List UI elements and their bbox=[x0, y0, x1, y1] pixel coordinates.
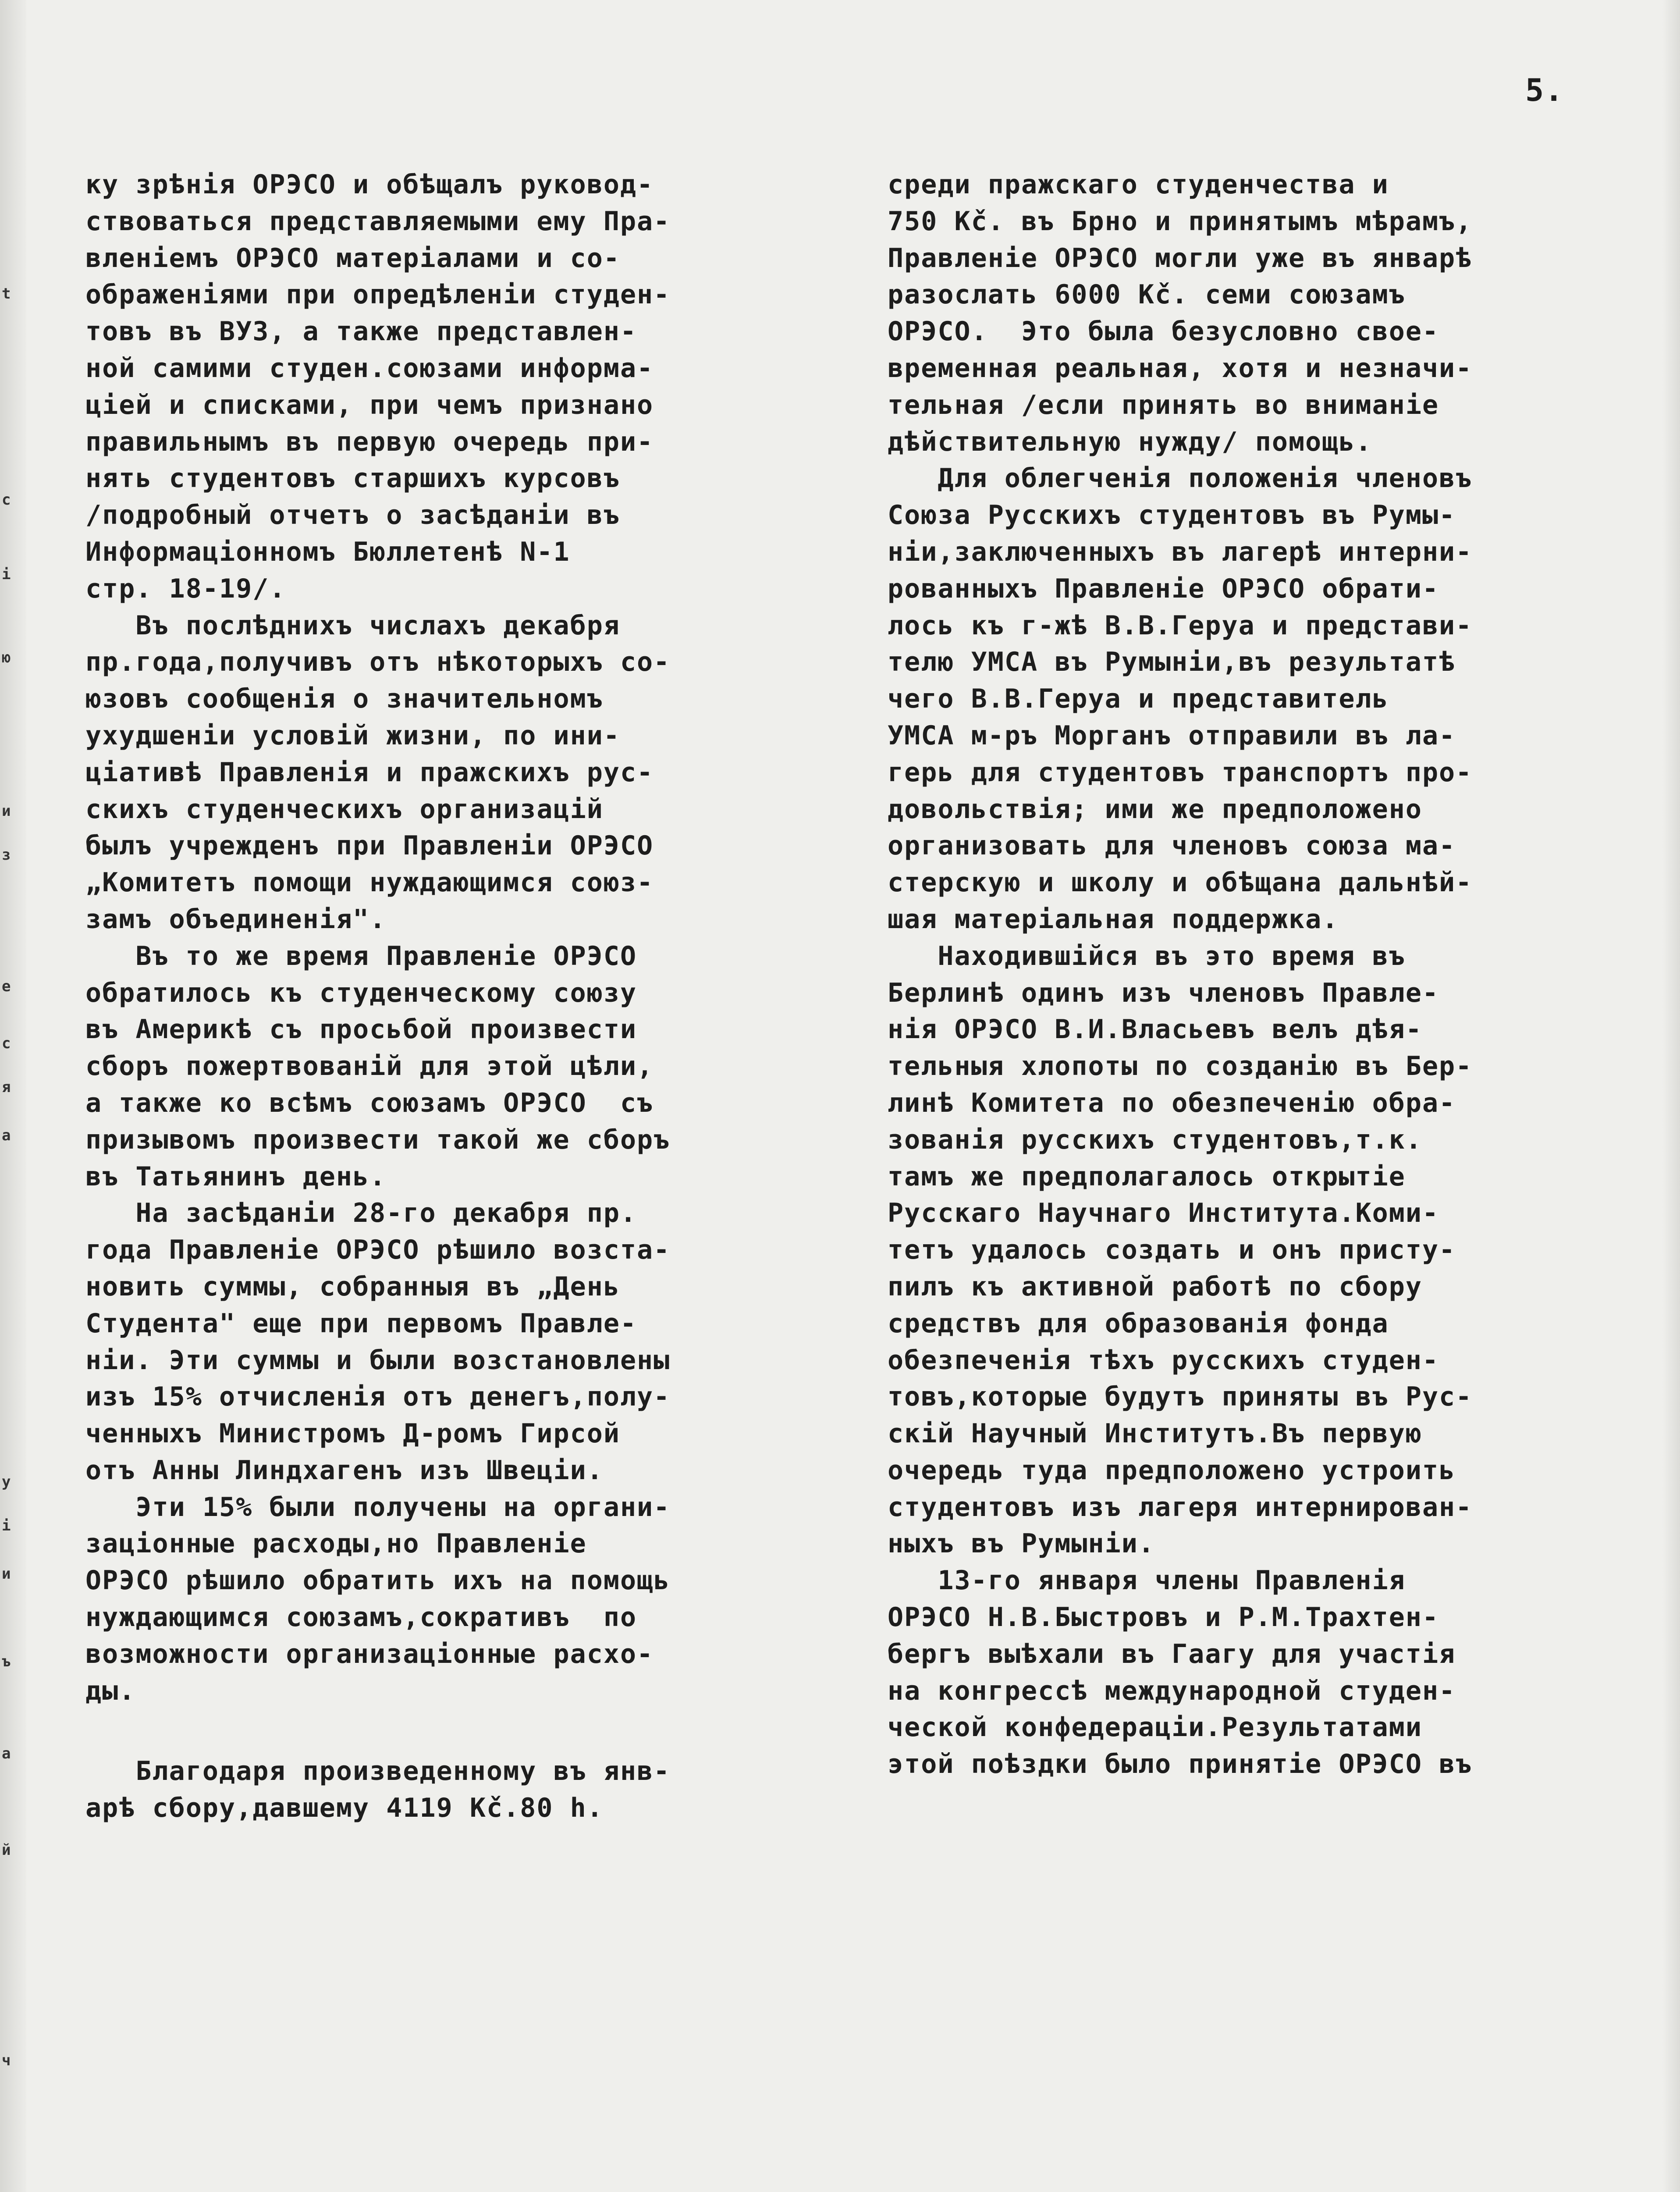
text-line: сборъ пожертвованій для этой цѣли, bbox=[85, 1051, 654, 1082]
margin-fragment: с bbox=[2, 1035, 11, 1052]
paragraph bbox=[888, 1562, 1646, 1783]
margin-fragment: а bbox=[2, 1745, 11, 1762]
text-line: тетъ удалось создать и онъ присту- bbox=[888, 1235, 1456, 1266]
text-line: пр.года,получивъ отъ нѣкоторыхъ со- bbox=[85, 647, 671, 678]
text-line: тельныя хлопоты по созданію въ Бер- bbox=[888, 1051, 1473, 1082]
margin-fragment: ч bbox=[2, 2052, 11, 2069]
text-line: ствоваться представляемыми ему Пра- bbox=[85, 206, 671, 237]
text-line: Союза Русскихъ студентовъ въ Румы- bbox=[888, 500, 1456, 531]
text-line: Эти 15% были получены на органи- bbox=[85, 1491, 671, 1523]
margin-fragments bbox=[0, 0, 20, 2192]
text-line: отъ Анны Линдхагенъ изъ Швеціи. bbox=[85, 1455, 604, 1486]
text-line: обратилось къ студенческому союзу bbox=[85, 977, 637, 1008]
text-line: ОРЭСО рѣшило обратить ихъ на помощь bbox=[85, 1565, 671, 1596]
text-line: очередь туда предположено устроить bbox=[888, 1455, 1456, 1486]
text-line: довольствія; ими же предположено bbox=[888, 794, 1422, 825]
text-line: УМСА м-ръ Морганъ отправили въ ла- bbox=[888, 720, 1456, 751]
margin-fragment: и bbox=[2, 1565, 11, 1583]
left-column bbox=[85, 167, 844, 1827]
margin-fragment: я bbox=[2, 1078, 11, 1096]
paragraph bbox=[85, 167, 844, 608]
text-line: призывомъ произвести такой же сборъ bbox=[85, 1124, 671, 1155]
text-line: Для облегченія положенія членовъ bbox=[888, 463, 1473, 494]
text-line: разослать 6000 Кč. семи союзамъ bbox=[888, 279, 1406, 310]
margin-fragment: й bbox=[2, 1841, 11, 1859]
text-line: ды. bbox=[85, 1675, 136, 1706]
scan-edge-right bbox=[1662, 0, 1680, 2192]
margin-fragment: у bbox=[2, 1473, 11, 1491]
text-line: ціативѣ Правленія и пражскихъ рус- bbox=[85, 757, 654, 788]
text-line: года Правленіе ОРЭСО рѣшило возста- bbox=[85, 1235, 671, 1266]
text-line: дѣйствительную нужду/ помощь. bbox=[888, 426, 1372, 457]
text-line: товъ,которые будутъ приняты въ Рус- bbox=[888, 1381, 1473, 1413]
text-line: этой поѣздки было принятіе ОРЭСО въ bbox=[888, 1749, 1473, 1780]
margin-fragment: i bbox=[2, 566, 11, 583]
text-line: на конгрессѣ международной студен- bbox=[888, 1675, 1456, 1706]
text-line: вленіемъ ОРЭСО матеріалами и со- bbox=[85, 242, 620, 274]
text-line: ухудшеніи условій жизни, по ини- bbox=[85, 720, 620, 751]
text-line: линѣ Комитета по обезпеченію обра- bbox=[888, 1087, 1456, 1118]
text-line: шая матеріальная поддержка. bbox=[888, 904, 1339, 935]
paragraph bbox=[85, 1489, 844, 1710]
text-line: тельная /если принять во вниманіе bbox=[888, 389, 1439, 420]
text-line: Находившійся въ это время въ bbox=[888, 940, 1406, 971]
margin-fragment: а bbox=[2, 1127, 11, 1144]
margin-fragment: ю bbox=[2, 649, 11, 666]
right-column bbox=[888, 167, 1646, 1783]
text-line: зованія русскихъ студентовъ,т.к. bbox=[888, 1124, 1422, 1155]
margin-fragment: і bbox=[2, 1517, 11, 1534]
text-line: скихъ студенческихъ организацій bbox=[85, 794, 604, 825]
paragraph bbox=[888, 938, 1646, 1563]
text-line: пилъ къ активной работѣ по сбору bbox=[888, 1271, 1422, 1302]
margin-fragment: ъ bbox=[2, 1653, 11, 1670]
text-line: лось къ г-жѣ В.В.Геруа и представи- bbox=[888, 610, 1473, 641]
text-line: Благодаря произведенному въ янв- bbox=[85, 1756, 671, 1787]
text-line: Студента" еще при первомъ Правле- bbox=[85, 1308, 637, 1339]
text-line: ной самими студен.союзами информа- bbox=[85, 352, 654, 384]
text-line: обезпеченія тѣхъ русскихъ студен- bbox=[888, 1345, 1439, 1376]
text-line: ОРЭСО Н.В.Быстровъ и Р.М.Трахтен- bbox=[888, 1602, 1439, 1633]
text-line: ціей и списками, при чемъ признано bbox=[85, 389, 654, 420]
text-line: 750 Кč. въ Брно и принятымъ мѣрамъ, bbox=[888, 206, 1473, 237]
text-line: среди пражскаго студенчества и bbox=[888, 169, 1389, 200]
text-line: ческой конфедераціи.Результатами bbox=[888, 1712, 1422, 1743]
text-line: организовать для членовъ союза ма- bbox=[888, 830, 1456, 861]
text-line: бергъ выѣхали въ Гаагу для участія bbox=[888, 1638, 1456, 1669]
paragraph bbox=[85, 608, 844, 938]
text-line: стр. 18-19/. bbox=[85, 573, 286, 604]
margin-fragment: и bbox=[2, 802, 11, 820]
margin-fragment: t bbox=[2, 285, 11, 302]
text-line: ОРЭСО. Это была безусловно свое- bbox=[888, 316, 1439, 347]
text-line: рованныхъ Правленіе ОРЭСО обрати- bbox=[888, 573, 1439, 604]
text-line: ченныхъ Министромъ Д-ромъ Гирсой bbox=[85, 1418, 620, 1449]
text-line: временная реальная, хотя и незначи- bbox=[888, 352, 1473, 384]
text-line: замъ объединенія". bbox=[85, 904, 387, 935]
paragraph bbox=[888, 167, 1646, 460]
text-line: ніи,заключенныхъ въ лагерѣ интерни- bbox=[888, 536, 1473, 567]
text-line: /подробный отчетъ о засѣданіи въ bbox=[85, 500, 620, 531]
text-line: Русскаго Научнаго Института.Коми- bbox=[888, 1198, 1439, 1229]
text-line: въ Америкѣ съ просьбой произвести bbox=[85, 1014, 637, 1045]
margin-fragment: з bbox=[2, 846, 11, 864]
text-line: „Комитетъ помощи нуждающимся союз- bbox=[85, 867, 654, 898]
text-line: стерскую и школу и обѣщана дальнѣй- bbox=[888, 867, 1473, 898]
text-line: Берлинѣ одинъ изъ членовъ Правле- bbox=[888, 977, 1439, 1008]
text-line: ніи. Эти суммы и были возстановлены bbox=[85, 1345, 671, 1376]
text-line: телю УМСА въ Румыніи,въ результатѣ bbox=[888, 647, 1456, 678]
text-line: Правленіе ОРЭСО могли уже въ январѣ bbox=[888, 242, 1473, 274]
paragraph bbox=[85, 938, 844, 1196]
margin-fragment: c bbox=[2, 491, 11, 509]
text-line: заціонные расходы,но Правленіе bbox=[85, 1528, 587, 1559]
text-line: въ Татьянинъ день. bbox=[85, 1161, 387, 1192]
text-line: средствъ для образованія фонда bbox=[888, 1308, 1389, 1339]
text-line: скій Научный Институтъ.Въ первую bbox=[888, 1418, 1422, 1449]
text-line: а также ко всѣмъ союзамъ ОРЭСО съ bbox=[85, 1087, 654, 1118]
margin-fragment: е bbox=[2, 978, 11, 995]
text-line: арѣ сбору,давшему 4119 Кč.80 h. bbox=[85, 1793, 604, 1824]
page-number: 5. bbox=[1525, 72, 1564, 108]
text-line: герь для студентовъ транспортъ про- bbox=[888, 757, 1473, 788]
paragraph bbox=[85, 1195, 844, 1489]
text-line: 13-го января члены Правленія bbox=[888, 1565, 1406, 1596]
text-line: новить суммы, собранныя въ „День bbox=[85, 1271, 620, 1302]
text-line: тамъ же предполагалось открытіе bbox=[888, 1161, 1406, 1192]
text-line: юзовъ сообщенія о значительномъ bbox=[85, 683, 604, 715]
text-line: чего В.В.Геруа и представитель bbox=[888, 683, 1389, 715]
text-line: На засѣданіи 28-го декабря пр. bbox=[85, 1198, 637, 1229]
text-line: ку зрѣнія ОРЭСО и обѣщалъ руковод- bbox=[85, 169, 654, 200]
text-line: Въ послѣднихъ числахъ декабря bbox=[85, 610, 620, 641]
text-line: нять студентовъ старшихъ курсовъ bbox=[85, 463, 620, 494]
text-line: нуждающимся союзамъ,сокративъ по bbox=[85, 1602, 637, 1633]
paragraph bbox=[85, 1753, 844, 1827]
text-line: возможности организаціонные расхо- bbox=[85, 1638, 654, 1669]
text-line: Информаціонномъ Бюллетенѣ N-1 bbox=[85, 536, 570, 567]
text-line: нія ОРЭСО В.И.Власьевъ велъ дѣя- bbox=[888, 1014, 1422, 1045]
text-line: былъ учрежденъ при Правленіи ОРЭСО bbox=[85, 830, 654, 861]
text-line: изъ 15% отчисленія отъ денегъ,полу- bbox=[85, 1381, 671, 1413]
text-line: Въ то же время Правленіе ОРЭСО bbox=[85, 940, 637, 971]
text-line: товъ въ ВУЗ, а также представлен- bbox=[85, 316, 637, 347]
text-line: студентовъ изъ лагеря интернирован- bbox=[888, 1491, 1473, 1523]
paragraph bbox=[888, 460, 1646, 938]
text-line: ображеніями при опредѣленіи студен- bbox=[85, 279, 671, 310]
text-line: ныхъ въ Румыніи. bbox=[888, 1528, 1155, 1559]
text-line: правильнымъ въ первую очередь при- bbox=[85, 426, 654, 457]
